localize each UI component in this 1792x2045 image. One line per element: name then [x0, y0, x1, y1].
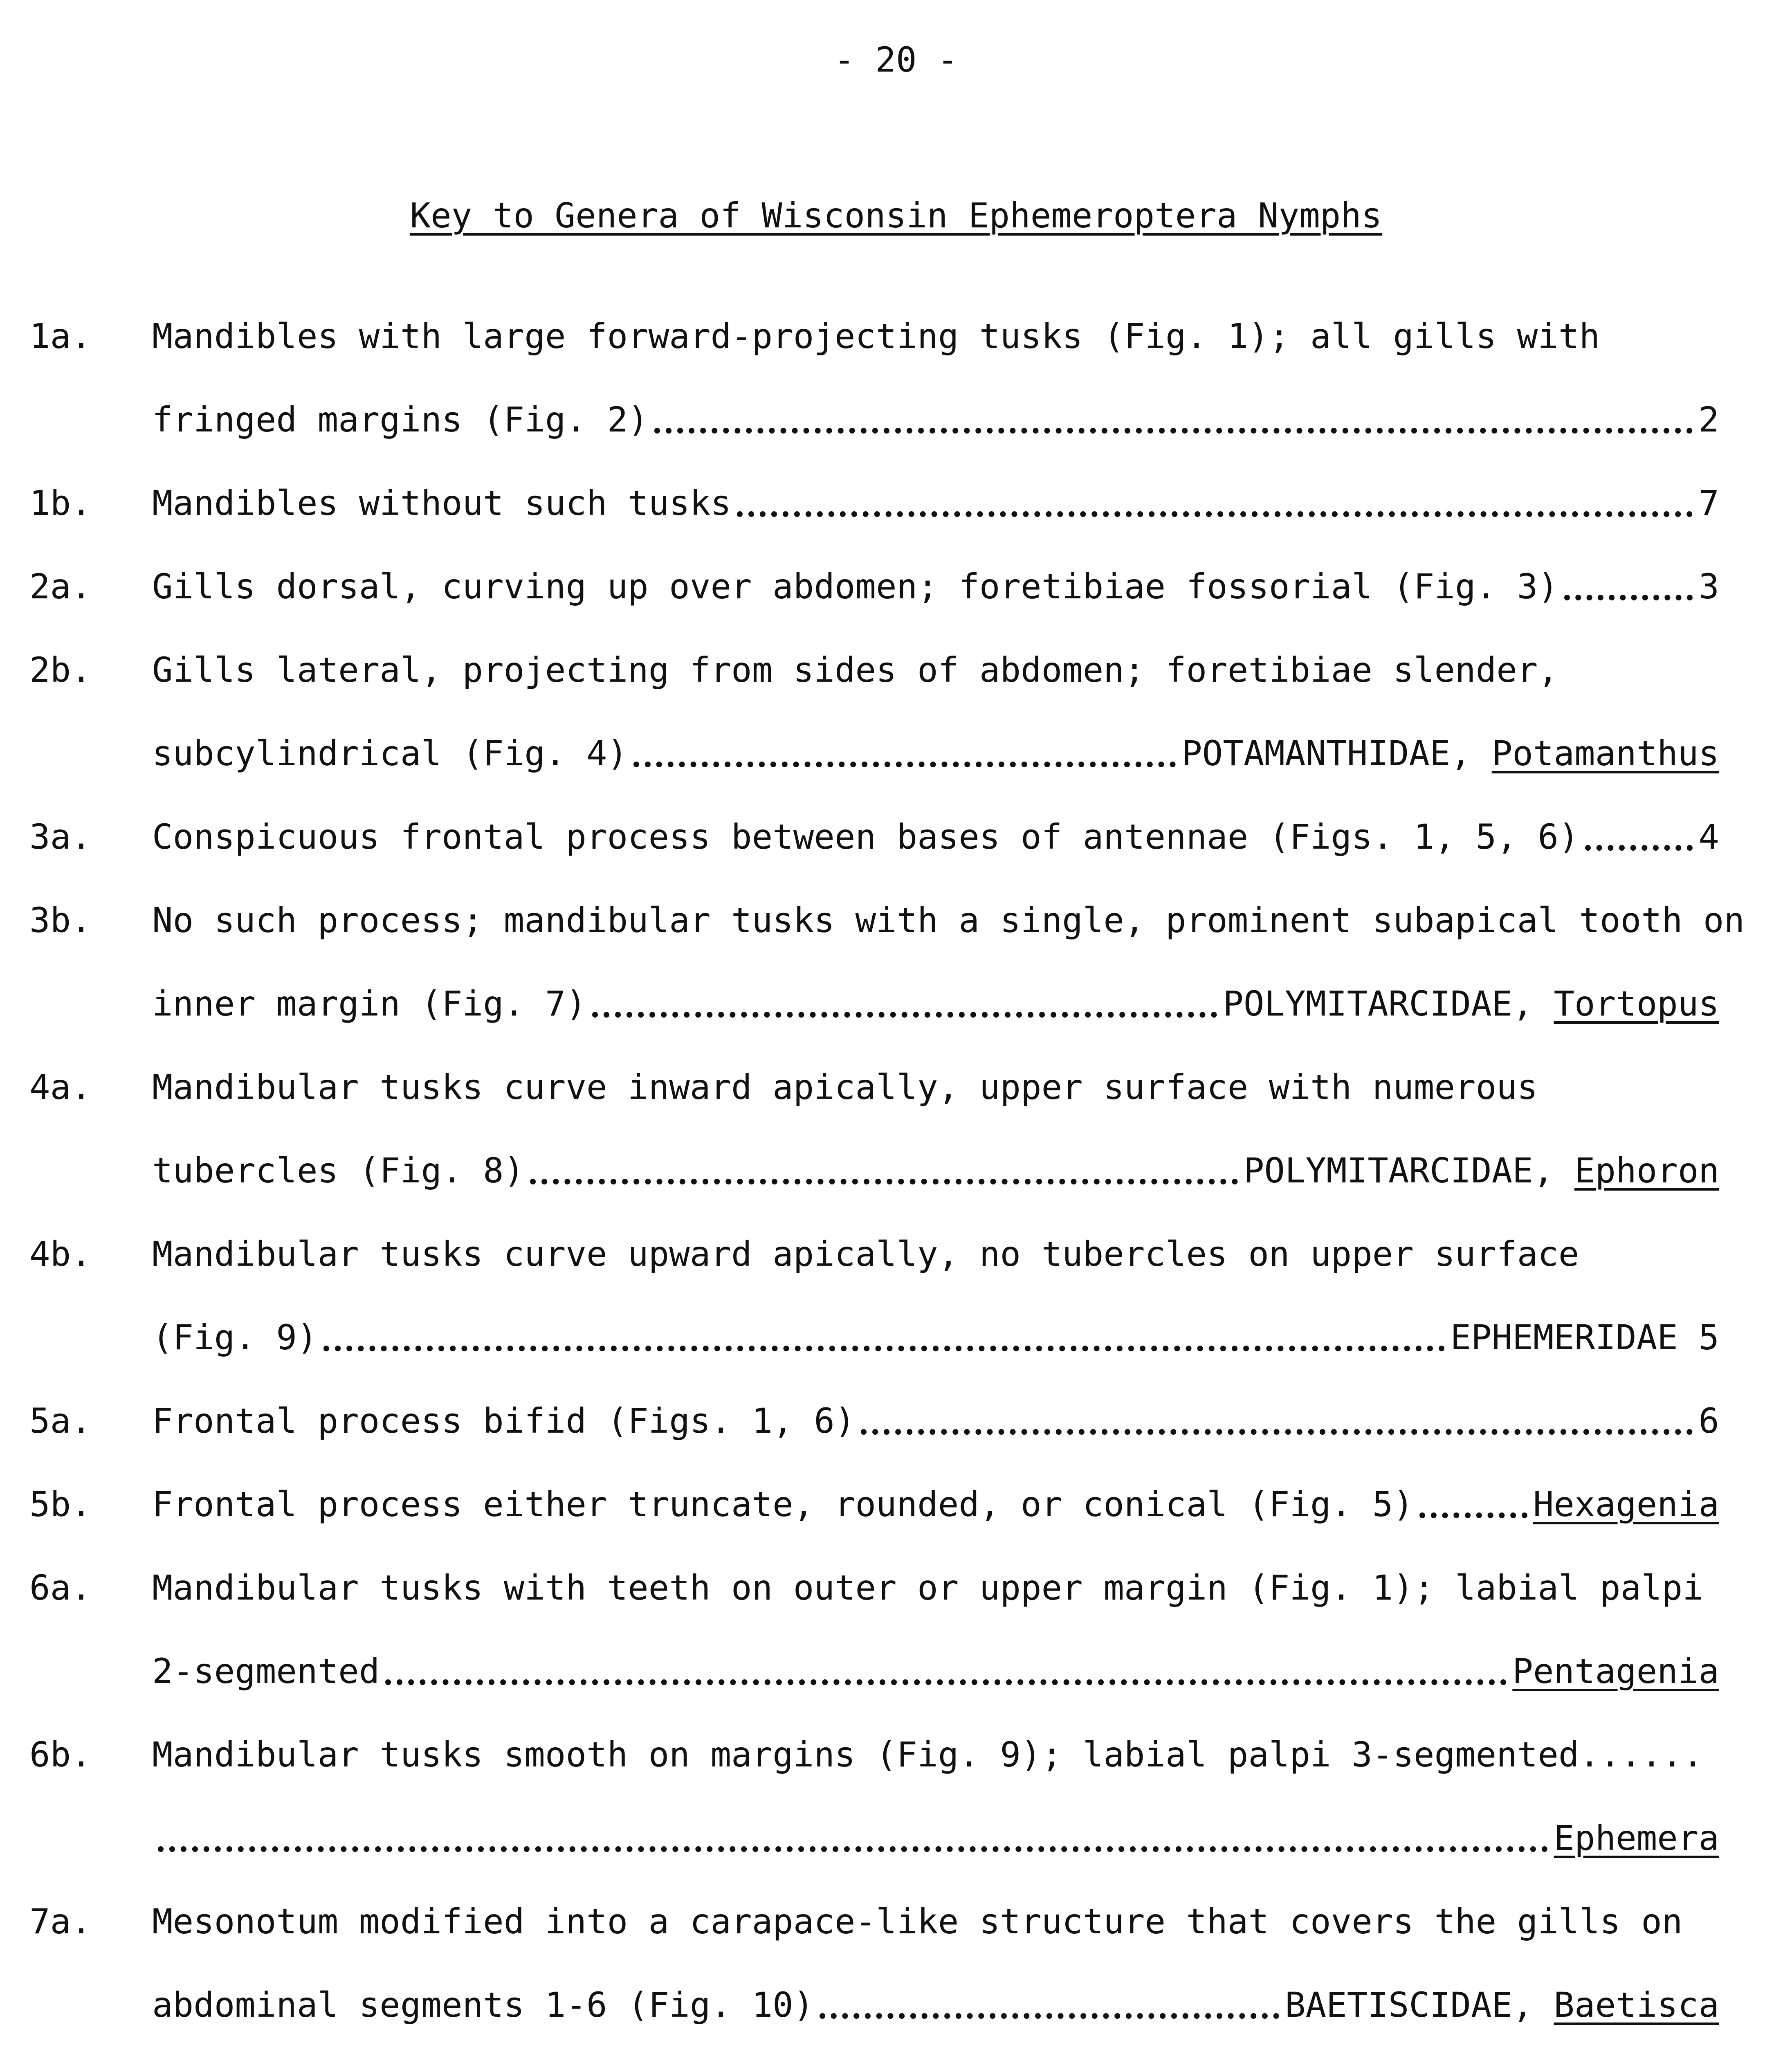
couplet-text: tubercles (Fig. 8)	[152, 1151, 525, 1191]
next-couplet: 7	[1698, 483, 1719, 523]
leader-dots	[861, 1423, 1693, 1435]
genus-name: Hexagenia	[1533, 1484, 1719, 1524]
couplet-result	[1512, 1651, 1719, 1691]
family-name: BAETISCIDAE,	[1284, 1985, 1533, 2025]
couplet-result	[1284, 1985, 1719, 2025]
couplet-text: Mandibles with large forward-projecting tusks (Fig. 1); all gills with	[152, 316, 1600, 356]
couplet-result	[1554, 1818, 1719, 1858]
genus-name: Ephemera	[1554, 1818, 1719, 1858]
family-name: POTAMANTHIDAE,	[1181, 733, 1471, 773]
key-line	[29, 1735, 1719, 1775]
key-line	[152, 733, 1719, 773]
key-line	[29, 483, 1719, 523]
couplet-text: Mandibular tusks curve upward apically, no tubercles on upper surface	[152, 1234, 1579, 1274]
leader-dots	[592, 1006, 1217, 1018]
key-line	[29, 1401, 1719, 1441]
couplet-text: Mandibular tusks smooth on margins (Fig. 9); labial palpi 3-segmented......	[152, 1735, 1703, 1775]
couplet-number: 6b.	[29, 1735, 92, 1775]
couplet-number: 2a.	[29, 566, 92, 607]
couplet-number: 1b.	[29, 483, 92, 523]
couplet-number: 7a.	[29, 1901, 92, 1942]
key-line	[29, 566, 1719, 607]
key-line	[152, 1818, 1719, 1858]
next-couplet: 6	[1698, 1401, 1719, 1441]
couplet-text: Conspicuous frontal process between bases of antennae (Figs. 1, 5, 6)	[152, 817, 1579, 857]
couplet-text: Mesonotum modified into a carapace-like structure that covers the gills on	[152, 1901, 1683, 1942]
leader-dots	[820, 2007, 1279, 2019]
leader-dots	[1585, 839, 1693, 851]
couplet-result	[1698, 566, 1719, 607]
couplet-text: 2-segmented	[152, 1651, 380, 1691]
leader-dots	[633, 756, 1176, 767]
next-couplet: 4	[1698, 817, 1719, 857]
key-line	[29, 1234, 1719, 1274]
couplet-number: 1a.	[29, 316, 92, 356]
genus-name: Ephoron	[1574, 1151, 1719, 1191]
key-line	[152, 1651, 1719, 1691]
key-line	[29, 1568, 1719, 1608]
couplet-number: 4b.	[29, 1234, 92, 1274]
next-couplet: 3	[1698, 566, 1719, 607]
couplet-result	[1698, 400, 1719, 440]
page-title-text: Key to Genera of Wisconsin Ephemeroptera Nymphs	[410, 196, 1382, 236]
couplet-text: Gills lateral, projecting from sides of abdomen; foretibiae slender,	[152, 650, 1558, 690]
key-line	[152, 984, 1719, 1024]
key-line	[29, 1484, 1719, 1524]
next-couplet: 2	[1698, 400, 1719, 440]
family-name: POLYMITARCIDAE,	[1243, 1151, 1554, 1191]
couplet-result	[1533, 1484, 1719, 1524]
couplet-text: abdominal segments 1-6 (Fig. 10)	[152, 1985, 814, 2025]
couplet-number: 6a.	[29, 1568, 92, 1608]
couplet-number: 3b.	[29, 900, 92, 940]
key-line	[29, 650, 1719, 690]
couplet-number: 5a.	[29, 1401, 92, 1441]
couplet-text: Frontal process bifid (Figs. 1, 6)	[152, 1401, 856, 1441]
couplet-result	[1223, 984, 1719, 1024]
genus-name: Potamanthus	[1491, 733, 1719, 773]
couplet-text: Mandibular tusks curve inward apically, upper surface with numerous	[152, 1067, 1538, 1107]
leader-dots	[323, 1340, 1445, 1351]
key-line	[152, 400, 1719, 440]
couplet-text: fringed margins (Fig. 2)	[152, 400, 649, 440]
key-line	[152, 1317, 1719, 1357]
leader-dots	[737, 506, 1693, 517]
page-number: - 20 -	[834, 40, 958, 80]
couplet-text: subcylindrical (Fig. 4)	[152, 733, 628, 773]
leader-dots	[654, 422, 1693, 434]
leader-dots	[385, 1674, 1507, 1685]
genus-name: Baetisca	[1554, 1985, 1719, 2025]
leader-dots	[1564, 589, 1693, 600]
couplet-text: (Fig. 9)	[152, 1317, 318, 1357]
key-line	[152, 1985, 1719, 2025]
couplet-number: 4a.	[29, 1067, 92, 1107]
couplet-number: 2b.	[29, 650, 92, 690]
couplet-result	[1450, 1317, 1719, 1357]
next-couplet: 5	[1698, 1317, 1719, 1357]
leader-dots	[158, 1840, 1548, 1852]
genus-name: Tortopus	[1554, 984, 1719, 1024]
couplet-text: inner margin (Fig. 7)	[152, 984, 587, 1024]
genus-name: Pentagenia	[1512, 1651, 1719, 1691]
couplet-text: Mandibular tusks with teeth on outer or upper margin (Fig. 1); labial palpi	[152, 1568, 1703, 1608]
key-line	[29, 817, 1719, 857]
leader-dots	[1419, 1507, 1527, 1518]
couplet-text: Frontal process either truncate, rounded, or conical (Fig. 5)	[152, 1484, 1414, 1524]
key-line	[29, 1901, 1719, 1942]
couplet-number: 3a.	[29, 817, 92, 857]
leader-dots	[530, 1173, 1238, 1184]
couplet-text: No such process; mandibular tusks with a single, prominent subapical tooth on	[152, 900, 1745, 940]
couplet-result	[1698, 817, 1719, 857]
key-line	[152, 1151, 1719, 1191]
couplet-text: Mandibles without such tusks	[152, 483, 732, 523]
couplet-result	[1698, 483, 1719, 523]
key-line	[29, 316, 1719, 356]
couplet-result	[1243, 1151, 1719, 1191]
couplet-text: Gills dorsal, curving up over abdomen; foretibiae fossorial (Fig. 3)	[152, 566, 1558, 607]
couplet-result	[1181, 733, 1719, 773]
family-name: EPHEMERIDAE	[1450, 1317, 1678, 1357]
family-name: POLYMITARCIDAE,	[1223, 984, 1533, 1024]
couplet-result	[1698, 1401, 1719, 1441]
key-line	[29, 900, 1745, 940]
key-line	[29, 1067, 1719, 1107]
couplet-number: 5b.	[29, 1484, 92, 1524]
